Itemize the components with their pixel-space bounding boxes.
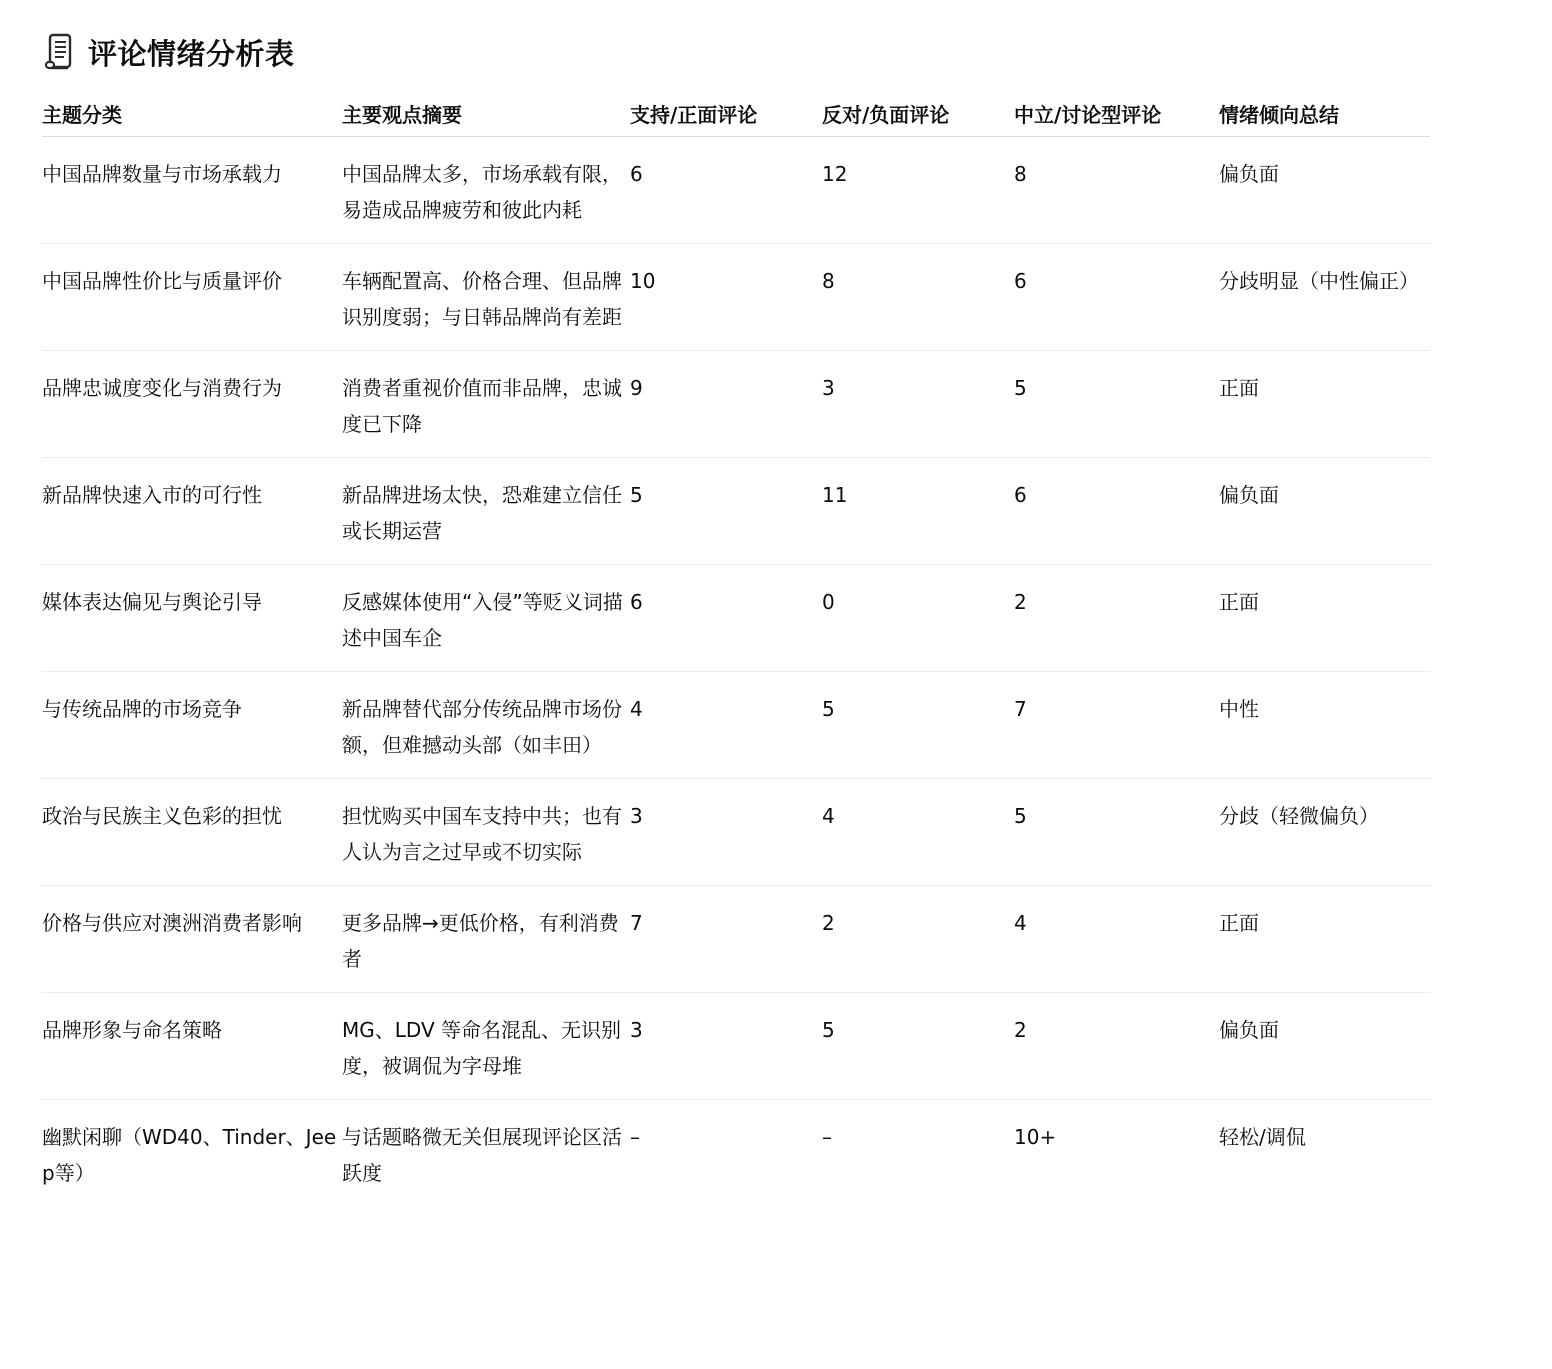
cell-negative: 5 (822, 993, 1014, 1100)
cell-summary: 中国品牌太多，市场承载有限，易造成品牌疲劳和彼此内耗 (342, 137, 630, 244)
table-row (42, 137, 1430, 244)
cell-neutral: 2 (1014, 565, 1219, 672)
cell-negative: 2 (822, 886, 1014, 993)
cell-tone: 正面 (1219, 351, 1430, 458)
cell-negative: 12 (822, 137, 1014, 244)
table-row (42, 244, 1430, 351)
cell-topic: 中国品牌数量与市场承载力 (42, 137, 342, 244)
cell-topic: 与传统品牌的市场竞争 (42, 672, 342, 779)
cell-tone: 分歧明显（中性偏正） (1219, 244, 1430, 351)
cell-neutral: 5 (1014, 351, 1219, 458)
cell-positive: 7 (630, 886, 822, 993)
cell-topic: 中国品牌性价比与质量评价 (42, 244, 342, 351)
cell-negative: 11 (822, 458, 1014, 565)
cell-neutral: 7 (1014, 672, 1219, 779)
cell-negative: 3 (822, 351, 1014, 458)
table-row (42, 993, 1430, 1100)
cell-positive: – (630, 1125, 640, 1149)
cell-negative: 8 (822, 244, 1014, 351)
cell-topic: 品牌忠诚度变化与消费行为 (42, 351, 342, 458)
cell-tone: 正面 (1219, 565, 1430, 672)
cell-topic: 新品牌快速入市的可行性 (42, 458, 342, 565)
cell-summary: 更多品牌→更低价格，有利消费者 (342, 886, 630, 993)
cell-neutral: 2 (1014, 993, 1219, 1100)
cell-tone: 轻松/调侃 (1219, 1125, 1306, 1149)
header-neutral: 中立/讨论型评论 (1014, 90, 1219, 137)
cell-negative: 5 (822, 672, 1014, 779)
cell-topic: 品牌形象与命名策略 (42, 993, 342, 1100)
cell-negative: 4 (822, 779, 1014, 886)
cell-positive: 10 (630, 244, 822, 351)
sentiment-table (42, 90, 1430, 1206)
cell-positive: 9 (630, 351, 822, 458)
cell-tone: 分歧（轻微偏负） (1219, 779, 1430, 886)
cell-summary: 新品牌进场太快，恐难建立信任或长期运营 (342, 458, 630, 565)
cell-topic: 价格与供应对澳洲消费者影响 (42, 886, 342, 993)
cell-summary: 与话题略微无关但展现评论区活跃度 (342, 1125, 622, 1185)
cell-summary: 新品牌替代部分传统品牌市场份额，但难撼动头部（如丰田） (342, 672, 630, 779)
cell-topic: 媒体表达偏见与舆论引导 (42, 565, 342, 672)
cell-tone: 偏负面 (1219, 458, 1430, 565)
cell-tone: 偏负面 (1219, 993, 1430, 1100)
cell-tone: 正面 (1219, 886, 1430, 993)
table-row (42, 458, 1430, 565)
cell-negative: – (822, 1125, 832, 1149)
cell-negative: 0 (822, 565, 1014, 672)
table-row (42, 1100, 1430, 1207)
cell-neutral: 8 (1014, 137, 1219, 244)
header-tone: 情绪倾向总结 (1219, 90, 1430, 137)
cell-neutral: 6 (1014, 458, 1219, 565)
cell-neutral: 5 (1014, 779, 1219, 886)
cell-summary: 反感媒体使用“入侵”等贬义词描述中国车企 (342, 565, 630, 672)
cell-neutral: 10+ (1014, 1125, 1057, 1149)
header-negative: 反对/负面评论 (822, 90, 1014, 137)
cell-tone: 偏负面 (1219, 137, 1430, 244)
cell-positive: 4 (630, 672, 822, 779)
cell-neutral: 6 (1014, 244, 1219, 351)
table-header-row (42, 90, 1430, 137)
header-summary: 主要观点摘要 (342, 90, 630, 137)
cell-topic: 幽默闲聊（WD40、Tinder、Jeep等） (42, 1125, 337, 1185)
cell-summary: 担忧购买中国车支持中共；也有人认为言之过早或不切实际 (342, 779, 630, 886)
scroll-icon (44, 33, 78, 71)
cell-tone: 中性 (1219, 672, 1430, 779)
cell-positive: 3 (630, 779, 822, 886)
cell-positive: 6 (630, 565, 822, 672)
header-topic: 主题分类 (42, 90, 342, 137)
cell-summary: 车辆配置高、价格合理、但品牌识别度弱；与日韩品牌尚有差距 (342, 244, 630, 351)
table-row (42, 565, 1430, 672)
table-row (42, 779, 1430, 886)
cell-positive: 5 (630, 458, 822, 565)
cell-summary: 消费者重视价值而非品牌，忠诚度已下降 (342, 351, 630, 458)
document-title-row (44, 28, 1552, 76)
document-title: 评论情绪分析表 (88, 36, 295, 71)
cell-topic: 政治与民族主义色彩的担忧 (42, 779, 342, 886)
cell-positive: 6 (630, 137, 822, 244)
header-positive: 支持/正面评论 (630, 90, 822, 137)
table-row (42, 886, 1430, 993)
table-row (42, 672, 1430, 779)
cell-neutral: 4 (1014, 886, 1219, 993)
cell-summary: MG、LDV 等命名混乱、无识别度，被调侃为字母堆 (342, 993, 630, 1100)
table-row (42, 351, 1430, 458)
cell-positive: 3 (630, 993, 822, 1100)
